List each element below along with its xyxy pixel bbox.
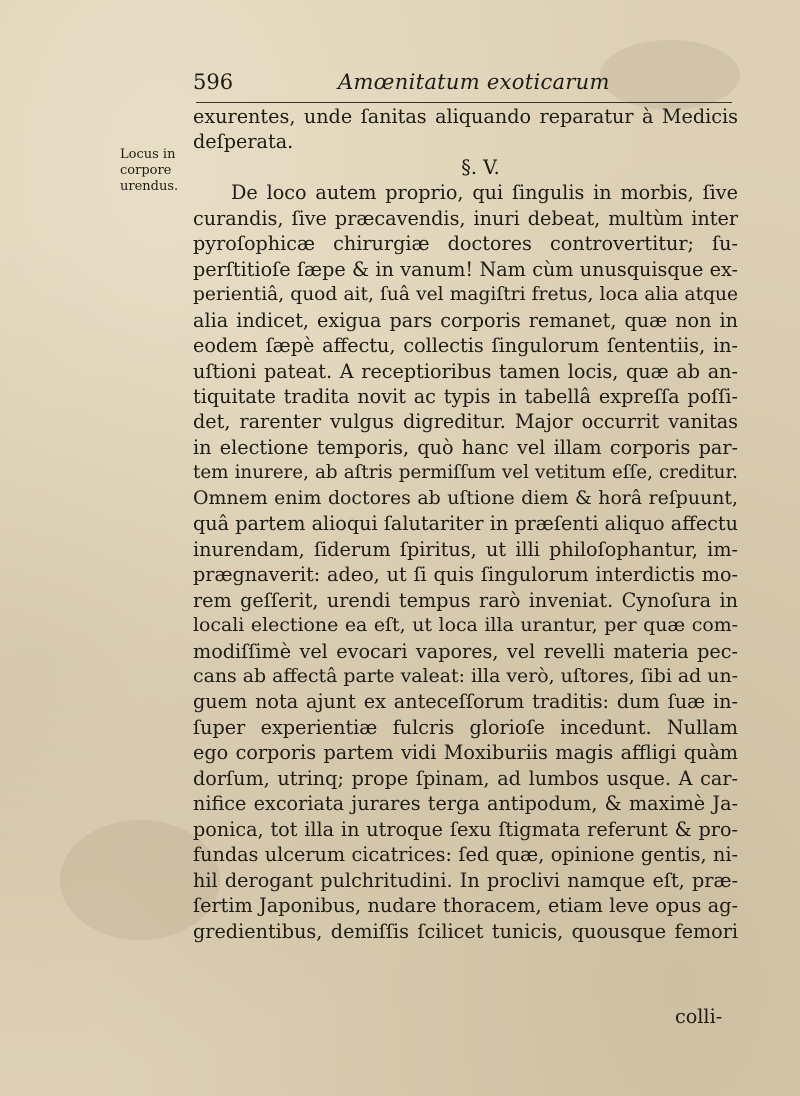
catchword: colli- bbox=[675, 1005, 723, 1028]
text-line: perſtitioſe ſæpe & in vanum! Nam cùm unusquisque ex- bbox=[193, 257, 738, 281]
text-line: hil derogant pulchritudini. In proclivi namque eſt, præ- bbox=[193, 868, 738, 892]
text-line: nifice excoriata jurares terga antipodum, & maximè Ja- bbox=[193, 792, 738, 816]
text-line: curandis, ſive præcavendis, inuri debeat, multùm inter bbox=[193, 206, 738, 230]
body-text bbox=[193, 104, 738, 944]
text-line: De loco autem proprio, qui ſingulis in morbis, ſive bbox=[231, 181, 738, 205]
text-line: inurendam, ſiderum ſpiritus, ut illi philoſophantur, im- bbox=[193, 537, 738, 561]
text-line: prægnaverit: adeo, ut ſi quis ſingulorum interdictis mo- bbox=[193, 563, 738, 587]
text-line: gredientibus, demiſſis ſcilicet tunicis, quousque femori bbox=[193, 919, 738, 943]
text-line: pyroſophicæ chirurgiæ doctores controvertitur; ſu- bbox=[193, 232, 738, 256]
text-line: ponica, tot illa in utroque ſexu ſtigmata referunt & pro- bbox=[193, 817, 738, 841]
margin-note-line: corpore bbox=[120, 163, 172, 178]
header-rule bbox=[196, 102, 732, 103]
page-header bbox=[193, 70, 743, 100]
text-line: cans ab affectâ parte valeat: illa verò, uſtores, ſibi ad un- bbox=[193, 664, 738, 687]
text-line: rem geſſerit, urendi tempus rarò inveniat. Cynoſura in bbox=[193, 588, 738, 612]
text-line: tiquitate tradita novit ac typis in tabellâ expreſſa poſſi- bbox=[193, 384, 738, 408]
text-line: tem inurere, ab aſtris permiſſum vel vetitum eſſe, creditur. bbox=[193, 462, 738, 484]
text-line: perientiâ, quod ait, ſuâ vel magiſtri fretus, loca alia atque bbox=[193, 284, 738, 306]
running-title: Amœnitatum exoticarum bbox=[338, 70, 610, 94]
margin-note-line: Locus in bbox=[120, 147, 176, 162]
page-number: 596 bbox=[193, 70, 234, 94]
text-line: ego corporis partem vidi Moxiburiis magis affligi quàm bbox=[193, 741, 738, 765]
text-line: in electione temporis, quò hanc vel illam corporis par- bbox=[193, 435, 738, 459]
margin-note bbox=[120, 147, 182, 195]
text-line: exurentes, unde ſanitas aliquando reparatur à Medicis bbox=[193, 105, 738, 128]
text-line: ſertim Japonibus, nudare thoracem, etiam leve opus ag- bbox=[193, 894, 738, 918]
section-heading: §. V. bbox=[461, 155, 500, 179]
text-line: Omnem enim doctores ab uſtione diem & horâ reſpuunt, bbox=[193, 486, 738, 509]
text-line: eodem ſæpè affectu, collectis ſingulorum ſententiis, in- bbox=[193, 334, 738, 358]
margin-note-line: urendus. bbox=[120, 179, 179, 194]
text-line: det, rarenter vulgus digreditur. Major occurrit vanitas bbox=[193, 410, 738, 434]
text-line: locali electione ea eſt, ut loca illa urantur, per quæ com- bbox=[193, 614, 738, 637]
text-line: quâ partem alioqui ſalutariter in præſenti aliquo affectu bbox=[193, 512, 738, 536]
text-line: modiſſimè vel evocari vapores, vel revelli materia pec- bbox=[193, 639, 738, 663]
text-line: guem nota ajunt ex anteceſſorum traditis: dum ſuæ in- bbox=[193, 690, 738, 714]
text-line: fundas ulcerum cicatrices: ſed quæ, opinione gentis, ni- bbox=[193, 843, 738, 867]
text-line: ſuper experientiæ fulcris glorioſe incedunt. Nullam bbox=[193, 715, 738, 739]
text-line: alia indicet, exigua pars corporis remanet, quæ non in bbox=[193, 308, 738, 332]
text-line: deſperata. bbox=[193, 130, 294, 154]
text-line: dorſum, utrinq; prope ſpinam, ad lumbos usque. A car- bbox=[193, 766, 738, 790]
text-line: uſtioni pateat. A receptioribus tamen locis, quæ ab an- bbox=[193, 359, 738, 383]
